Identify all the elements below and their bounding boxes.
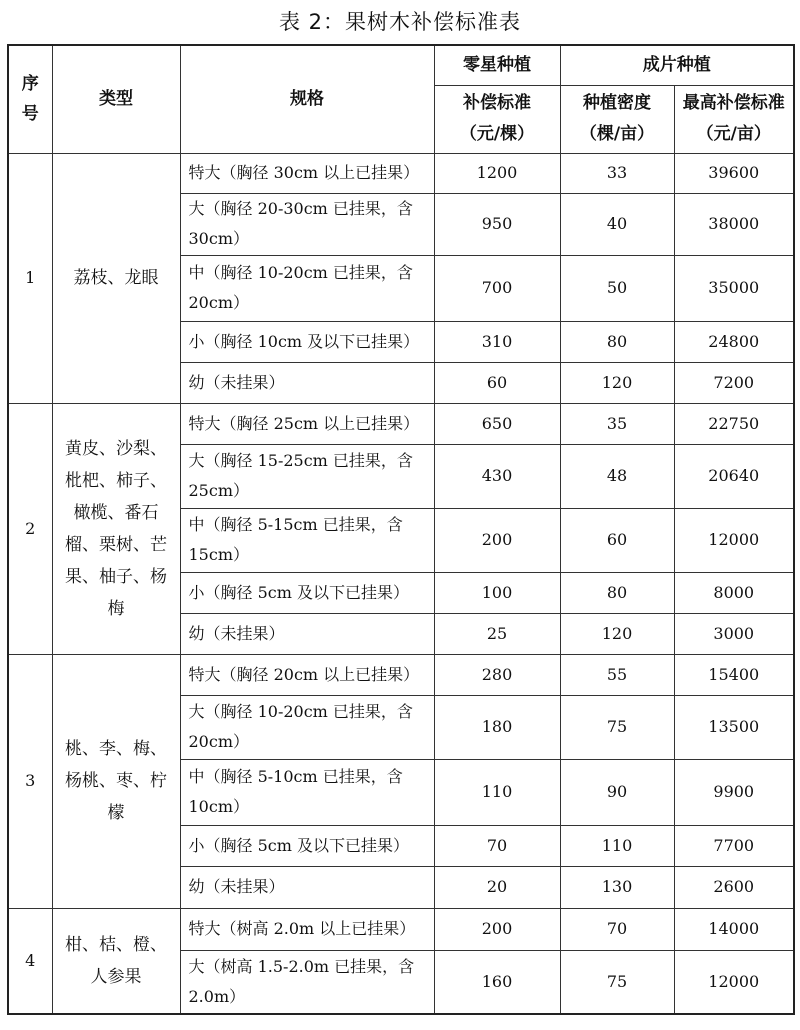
- cell-spec: 大（胸径 15-25cm 已挂果，含 25cm）: [180, 444, 434, 508]
- page-title: 表 2：果树木补偿标准表: [278, 10, 522, 34]
- cell-scattered-std: 160: [434, 950, 560, 1014]
- cell-spec: 大（树高 1.5-2.0m 已挂果，含 2.0m）: [180, 950, 434, 1014]
- cell-density: 120: [560, 613, 674, 654]
- cell-scattered-std: 200: [434, 508, 560, 572]
- cell-max-std: 12000: [674, 508, 794, 572]
- cell-scattered-std: 110: [434, 759, 560, 825]
- cell-max-std: 20640: [674, 444, 794, 508]
- cell-type: 柑、桔、橙、人参果: [52, 908, 180, 1014]
- header-scattered-group: 零星种植: [434, 45, 560, 85]
- cell-spec: 特大（胸径 25cm 以上已挂果）: [180, 403, 434, 444]
- header-seq: 序号: [8, 45, 52, 153]
- cell-spec: 特大（胸径 30cm 以上已挂果）: [180, 153, 434, 193]
- cell-spec: 小（胸径 5cm 及以下已挂果）: [180, 825, 434, 866]
- cell-max-std: 35000: [674, 255, 794, 321]
- cell-spec: 中（胸径 5-10cm 已挂果，含 10cm）: [180, 759, 434, 825]
- cell-spec: 幼（未挂果）: [180, 613, 434, 654]
- cell-density: 80: [560, 572, 674, 613]
- cell-spec: 小（胸径 10cm 及以下已挂果）: [180, 321, 434, 362]
- header-max-std: 最高补偿标准（元/亩）: [674, 85, 794, 153]
- cell-spec: 幼（未挂果）: [180, 866, 434, 908]
- table-row: [8, 654, 794, 695]
- cell-max-std: 8000: [674, 572, 794, 613]
- cell-seq: 4: [8, 908, 52, 1014]
- cell-max-std: 3000: [674, 613, 794, 654]
- cell-density: 55: [560, 654, 674, 695]
- cell-scattered-std: 60: [434, 362, 560, 403]
- cell-type: 黄皮、沙梨、枇杷、柿子、橄榄、番石榴、栗树、芒果、柚子、杨梅: [52, 403, 180, 654]
- cell-spec: 中（胸径 10-20cm 已挂果，含 20cm）: [180, 255, 434, 321]
- cell-density: 130: [560, 866, 674, 908]
- table-row: [8, 403, 794, 444]
- cell-density: 110: [560, 825, 674, 866]
- cell-scattered-std: 70: [434, 825, 560, 866]
- cell-max-std: 12000: [674, 950, 794, 1014]
- table-row: [8, 153, 794, 193]
- table-body: [8, 153, 794, 1014]
- cell-density: 48: [560, 444, 674, 508]
- cell-scattered-std: 180: [434, 695, 560, 759]
- cell-density: 75: [560, 695, 674, 759]
- cell-density: 120: [560, 362, 674, 403]
- cell-max-std: 15400: [674, 654, 794, 695]
- cell-scattered-std: 650: [434, 403, 560, 444]
- cell-density: 80: [560, 321, 674, 362]
- cell-scattered-std: 950: [434, 193, 560, 255]
- cell-spec: 大（胸径 20-30cm 已挂果，含 30cm）: [180, 193, 434, 255]
- cell-density: 75: [560, 950, 674, 1014]
- header-row-1: [8, 45, 794, 85]
- cell-seq: 1: [8, 153, 52, 403]
- cell-spec: 小（胸径 5cm 及以下已挂果）: [180, 572, 434, 613]
- cell-max-std: 39600: [674, 153, 794, 193]
- cell-max-std: 22750: [674, 403, 794, 444]
- cell-scattered-std: 20: [434, 866, 560, 908]
- cell-spec: 大（胸径 10-20cm 已挂果，含 20cm）: [180, 695, 434, 759]
- cell-scattered-std: 1200: [434, 153, 560, 193]
- cell-spec: 幼（未挂果）: [180, 362, 434, 403]
- cell-scattered-std: 25: [434, 613, 560, 654]
- cell-spec: 特大（胸径 20cm 以上已挂果）: [180, 654, 434, 695]
- header-spec: 规格: [180, 45, 434, 153]
- header-contiguous-group: 成片种植: [560, 45, 794, 85]
- cell-max-std: 7200: [674, 362, 794, 403]
- cell-type: 桃、李、梅、杨桃、枣、柠檬: [52, 654, 180, 908]
- cell-density: 60: [560, 508, 674, 572]
- cell-scattered-std: 310: [434, 321, 560, 362]
- table-row: [8, 908, 794, 950]
- cell-seq: 3: [8, 654, 52, 908]
- cell-max-std: 9900: [674, 759, 794, 825]
- cell-max-std: 2600: [674, 866, 794, 908]
- cell-scattered-std: 430: [434, 444, 560, 508]
- cell-density: 70: [560, 908, 674, 950]
- header-scattered-std: 补偿标准（元/棵）: [434, 85, 560, 153]
- cell-max-std: 24800: [674, 321, 794, 362]
- cell-max-std: 7700: [674, 825, 794, 866]
- cell-max-std: 14000: [674, 908, 794, 950]
- cell-density: 90: [560, 759, 674, 825]
- cell-density: 35: [560, 403, 674, 444]
- cell-type: 荔枝、龙眼: [52, 153, 180, 403]
- cell-spec: 特大（树高 2.0m 以上已挂果）: [180, 908, 434, 950]
- compensation-table: [7, 44, 795, 1015]
- cell-max-std: 38000: [674, 193, 794, 255]
- cell-density: 50: [560, 255, 674, 321]
- cell-scattered-std: 280: [434, 654, 560, 695]
- cell-scattered-std: 100: [434, 572, 560, 613]
- cell-max-std: 13500: [674, 695, 794, 759]
- header-type: 类型: [52, 45, 180, 153]
- header-density: 种植密度（棵/亩）: [560, 85, 674, 153]
- cell-density: 40: [560, 193, 674, 255]
- cell-scattered-std: 200: [434, 908, 560, 950]
- cell-spec: 中（胸径 5-15cm 已挂果，含 15cm）: [180, 508, 434, 572]
- cell-density: 33: [560, 153, 674, 193]
- cell-scattered-std: 700: [434, 255, 560, 321]
- cell-seq: 2: [8, 403, 52, 654]
